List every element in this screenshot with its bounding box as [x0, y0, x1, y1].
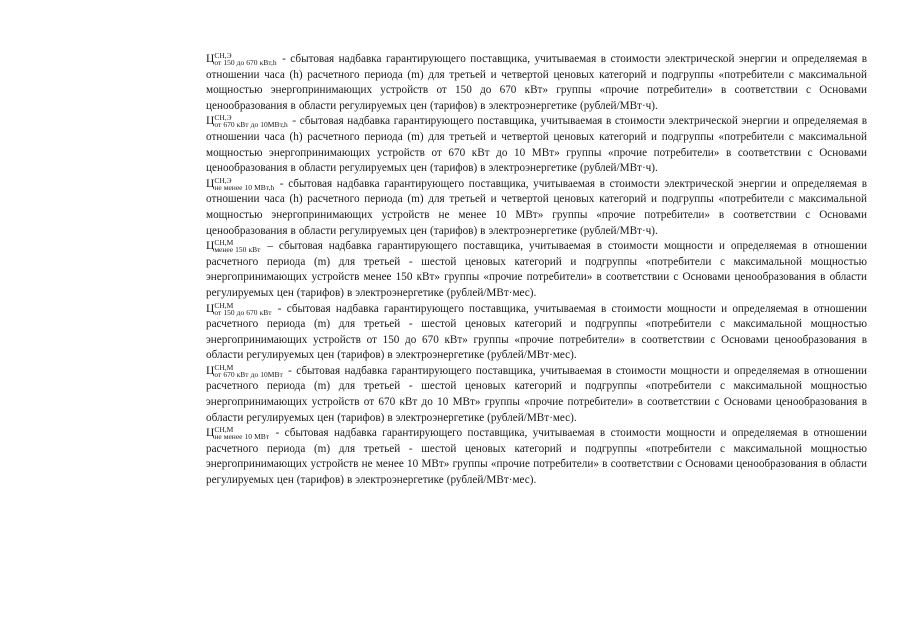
symbol-subscript: от 150 до 670 кВт,h [214, 58, 277, 67]
definition-energy-150-670kw [206, 52, 867, 114]
definition-power-150-670kw [206, 302, 867, 364]
symbol-subscript: не менее 10 МВт [214, 432, 270, 442]
symbol-superscript: СН,Э [214, 175, 232, 185]
tariff-symbol [206, 362, 284, 379]
symbol-superscript: СН,М [214, 362, 234, 372]
definition-text: - сбытовая надбавка гарантирующего поставщика, учитываемая в стоимости мощности и определяемая в отношении расчетного периода (m) для третьей - шестой ценовых категорий и подгруппы «потребители с максимальной мощностью энергопринимающих устройств от 150 до 670 кВт» группы «прочие потребители» в соответствии с Основами ценообразования в области регулируемых цен (тарифов) в электроэнергетике (рублей/МВт·мес). [206, 302, 867, 362]
definitions-list [206, 52, 867, 489]
symbol-superscript: СН,М [214, 300, 234, 310]
symbol-subscript: от 150 до 670 кВт [214, 307, 272, 317]
symbol-superscript: СН,Э [214, 51, 232, 60]
tariff-symbol [206, 238, 261, 255]
symbol-subscript: от 670 кВт до 10МВт,h [214, 120, 288, 130]
symbol-subscript: не менее 10 МВт,h [214, 182, 275, 192]
symbol-subscript: от 670 кВт до 10МВт [214, 369, 283, 379]
symbol-base: Ц [206, 364, 215, 377]
definition-text: - сбытовая надбавка гарантирующего поставщика, учитываемая в стоимости электрической энергии и определяемая в отношении часа (h) расчетного периода (m) для третьей и четвертой ценовых категорий и подгруппы «потребители с максимальной мощностью энергопринимающих устройств не менее 10 МВт» группы «прочие потребители» в соответствии с Основами ценообразования в области регулируемых цен (тарифов) в электроэнергетике (рублей/МВт·ч). [206, 177, 867, 237]
symbol-base: Ц [206, 427, 215, 440]
definition-text: - сбытовая надбавка гарантирующего поставщика, учитываемая в стоимости мощности и определяемая в отношении расчетного периода (m) для третьей - шестой ценовых категорий и подгруппы «потребители с максимальной мощностью энергопринимающих устройств не менее 10 МВт» группы «прочие потребители» в соответствии с Основами ценообразования в области регулируемых цен (тарифов) в электроэнергетике (рублей/МВт·мес). [206, 427, 867, 487]
tariff-symbol [206, 113, 289, 130]
tariff-symbol [206, 53, 278, 65]
symbol-base: Ц [206, 53, 215, 65]
definition-text: - сбытовая надбавка гарантирующего поставщика, учитываемая в стоимости электрической энергии и определяемая в отношении часа (h) расчетного периода (m) для третьей и четвертой ценовых категорий и подгруппы «потребители с максимальной мощностью энергопринимающих устройств от 670 кВт до 10 МВт» группы «прочие потребители» в соответствии с Основами ценообразования в области регулируемых цен (тарифов) в электроэнергетике (рублей/МВт·ч). [206, 115, 867, 175]
tariff-symbol [206, 175, 275, 192]
definition-power-670kw-10mw [206, 364, 867, 426]
definition-power-10mw-plus [206, 426, 867, 488]
definition-text: - сбытовая надбавка гарантирующего поставщика, учитываемая в стоимости мощности и определяемая в отношении расчетного периода (m) для третьей - шестой ценовых категорий и подгруппы «потребители с максимальной мощностью энергопринимающих устройств от 670 кВт до 10 МВт» группы «прочие потребители» в соответствии с Основами ценообразования в области регулируемых цен (тарифов) в электроэнергетике (рублей/МВт·мес). [206, 364, 867, 424]
definition-energy-670kw-10mw [206, 114, 867, 176]
symbol-base: Ц [206, 115, 215, 128]
definition-energy-10mw-plus [206, 177, 867, 239]
definition-power-under-150kw [206, 239, 867, 301]
tariff-symbol [206, 300, 273, 317]
symbol-base: Ц [206, 302, 215, 315]
symbol-subscript: менее 150 кВт [214, 245, 261, 255]
definition-text: – сбытовая надбавка гарантирующего поставщика, учитываемая в стоимости мощности и определяемая в отношении расчетного периода (m) для третьей - шестой ценовых категорий и подгруппы «потребители с максимальной мощностью энергопринимающих устройств менее 150 кВт» группы «прочие потребители» в соответствии с Основами ценообразования в области регулируемых цен (тарифов) в электроэнергетике (рублей/МВт·мес). [206, 240, 867, 299]
symbol-superscript: СН,М [214, 425, 234, 435]
symbol-base: Ц [206, 240, 215, 253]
symbol-superscript: СН,М [214, 238, 234, 248]
definition-text: - сбытовая надбавка гарантирующего поставщика, учитываемая в стоимости электрической энергии и определяемая в отношении часа (h) расчетного периода (m) для третьей и четвертой ценовых категорий и подгруппы «потребители с максимальной мощностью энергопринимающих устройств от 150 до 670 кВт» группы «прочие потребители» в соответствии с Основами ценообразования в области регулируемых цен (тарифов) в электроэнергетике (рублей/МВт·ч). [206, 53, 867, 112]
symbol-base: Ц [206, 177, 215, 190]
tariff-symbol [206, 425, 270, 442]
symbol-superscript: СН,Э [214, 113, 232, 123]
